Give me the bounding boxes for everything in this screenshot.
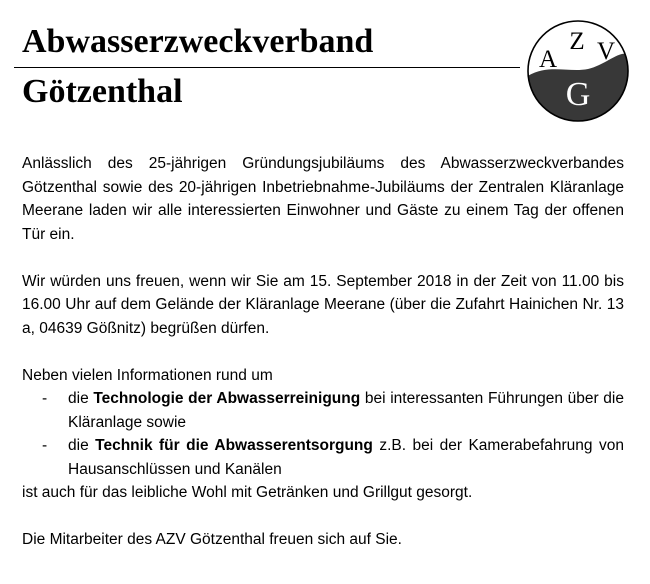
list-dash: - xyxy=(42,437,48,454)
list-item-post: z.B. bei der Kamerabefahrung von Hausanschlüssen und Kanälen xyxy=(68,437,624,478)
azv-logo xyxy=(526,19,630,123)
list-intro: Neben vielen Informationen rund um xyxy=(22,366,273,384)
logo-letter-v: V xyxy=(596,38,616,65)
list-item-post: bei interessanten Führungen über die Kläranlage sowie xyxy=(68,390,624,431)
list-outro: ist auch für das leibliche Wohl mit Getränken und Grillgut gesorgt. xyxy=(22,484,473,501)
paragraph-invitation: Anlässlich des 25-jährigen Gründungsjubiläums des Abwasserzweckverbandes Götzenthal sowie des 20-jährigen Inbetriebnahme-Jubiläums der Zentralen Kläranlage Meerane laden wir alle interessierten Einwohner und Gäste zu einem Tag der offenen Tür ein. xyxy=(22,155,624,243)
topic-list xyxy=(22,387,624,481)
logo-letter-g: G xyxy=(565,76,591,113)
logo-letter-z: Z xyxy=(569,28,585,55)
closing-line: Die Mitarbeiter des AZV Götzenthal freuen sich auf Sie. xyxy=(22,531,402,548)
title-line-1: Abwasserzweckverband xyxy=(22,23,374,60)
paragraph-date-location: Wir würden uns freuen, wenn wir Sie am 15. September 2018 in der Zeit von 11.00 bis 16.00 Uhr auf dem Gelände der Kläranlage Meerane (über die Zufahrt Hainichen Nr. 13 a, 04639 Gößnitz) begrüßen dürfen. xyxy=(22,272,624,337)
body-text xyxy=(22,152,624,552)
list-item-bold: Technik für die Abwasserentsorgung xyxy=(95,437,373,454)
list-item-bold: Technologie der Abwasserreinigung xyxy=(93,390,361,407)
list-item xyxy=(22,387,624,434)
list-item xyxy=(22,434,624,481)
list-item-pre: die xyxy=(68,437,96,454)
logo-letter-a: A xyxy=(538,46,558,73)
title-line-2: Götzenthal xyxy=(22,73,183,110)
list-dash: - xyxy=(42,390,48,407)
list-item-pre: die xyxy=(68,390,94,407)
title-divider xyxy=(14,67,520,68)
